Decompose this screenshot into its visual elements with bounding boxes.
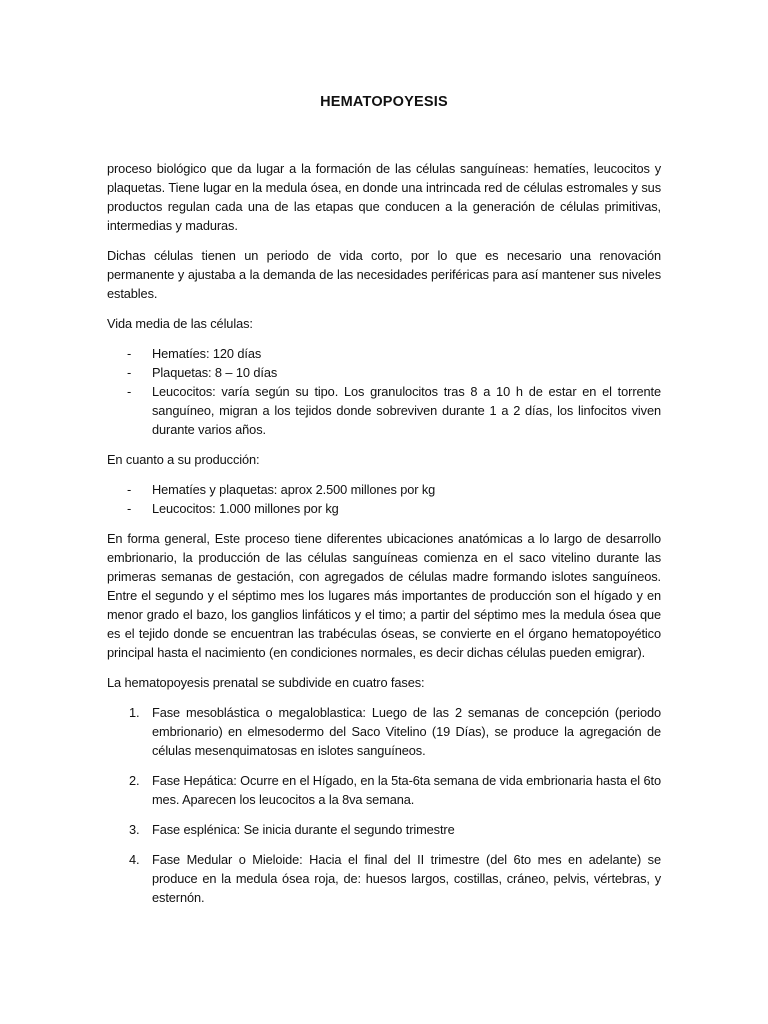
phase-item xyxy=(107,820,661,839)
renewal-paragraph: Dichas células tienen un periodo de vida corto, por lo que es necesario una renovación permanente y ajustaba a la demanda de las necesidades periféricas para así mantener sus niveles estables. xyxy=(107,248,661,301)
page-title: HEMATOPOYESIS xyxy=(320,94,448,110)
dash-marker: - xyxy=(127,501,132,516)
phases-heading: La hematopoyesis prenatal se subdivide en cuatro fases: xyxy=(107,675,425,690)
list-item xyxy=(107,363,661,382)
lifespan-heading: Vida media de las células: xyxy=(107,316,253,331)
list-item-text: Plaquetas: 8 – 10 días xyxy=(152,365,278,380)
list-item xyxy=(107,499,661,518)
phase-number: 2. xyxy=(129,773,140,788)
production-list xyxy=(107,480,661,518)
phase-item xyxy=(107,771,661,809)
list-item-text: Leucocitos: varía según su tipo. Los granulocitos tras 8 a 10 h de estar en el torrente sanguíneo, migran a los tejidos donde sobreviven durante 1 a 2 días, los linfocitos viven durante varios años. xyxy=(152,384,661,437)
dash-marker: - xyxy=(127,384,132,399)
document-body xyxy=(107,159,661,918)
general-paragraph: En forma general, Este proceso tiene diferentes ubicaciones anatómicas a lo largo de desarrollo embrionario, la producción de las células sanguíneas comienza en el saco vitelino durante las primeras semanas de gestación, con agregados de células madre formando islotes sanguíneos. Entre el segundo y el séptimo mes los lugares más importantes de producción son el hígado y en menor grado el bazo, los ganglios linfáticos y el timo; a partir del séptimo mes la medula ósea que es el tejido donde se encuentran las trabéculas óseas, se convierte en el órgano hematopoyético principal hasta el nacimiento (en condiciones normales, es decir dichas células pueden emigrar). xyxy=(107,531,661,660)
phase-text: Fase esplénica: Se inicia durante el segundo trimestre xyxy=(152,822,455,837)
list-item xyxy=(107,480,661,499)
list-item xyxy=(107,382,661,439)
phases-list xyxy=(107,703,661,907)
phase-number: 4. xyxy=(129,852,140,867)
list-item xyxy=(107,344,661,363)
dash-marker: - xyxy=(127,482,132,497)
lifespan-list xyxy=(107,344,661,439)
phase-number: 3. xyxy=(129,822,140,837)
list-item-text: Hematíes: 120 días xyxy=(152,346,262,361)
list-item-text: Leucocitos: 1.000 millones por kg xyxy=(152,501,339,516)
production-heading: En cuanto a su producción: xyxy=(107,452,260,467)
dash-marker: - xyxy=(127,365,132,380)
phase-item xyxy=(107,850,661,907)
phase-item xyxy=(107,703,661,760)
phase-number: 1. xyxy=(129,705,140,720)
intro-paragraph: proceso biológico que da lugar a la formación de las células sanguíneas: hematíes, leucocitos y plaquetas. Tiene lugar en la medula ósea, en donde una intrincada red de células estromales y sus productos regulan cada una de las etapas que conducen a la generación de células primitivas, intermedias y maduras. xyxy=(107,161,661,233)
phase-text: Fase Medular o Mieloide: Hacia el final del II trimestre (del 6to mes en adelante) se produce en la medula ósea roja, de: huesos largos, costillas, cráneo, pelvis, vértebras, y esternón. xyxy=(152,852,661,905)
dash-marker: - xyxy=(127,346,132,361)
phase-text: Fase Hepática: Ocurre en el Hígado, en la 5ta-6ta semana de vida embrionaria hasta el 6to mes. Aparecen los leucocitos a la 8va semana. xyxy=(152,773,661,807)
list-item-text: Hematíes y plaquetas: aprox 2.500 millones por kg xyxy=(152,482,436,497)
phase-text: Fase mesoblástica o megaloblastica: Luego de las 2 semanas de concepción (periodo embrionario) en elmesodermo del Saco Vitelino (19 Días), se produce la agregación de células mesenquimatosas en islotes sanguíneos. xyxy=(152,705,661,758)
